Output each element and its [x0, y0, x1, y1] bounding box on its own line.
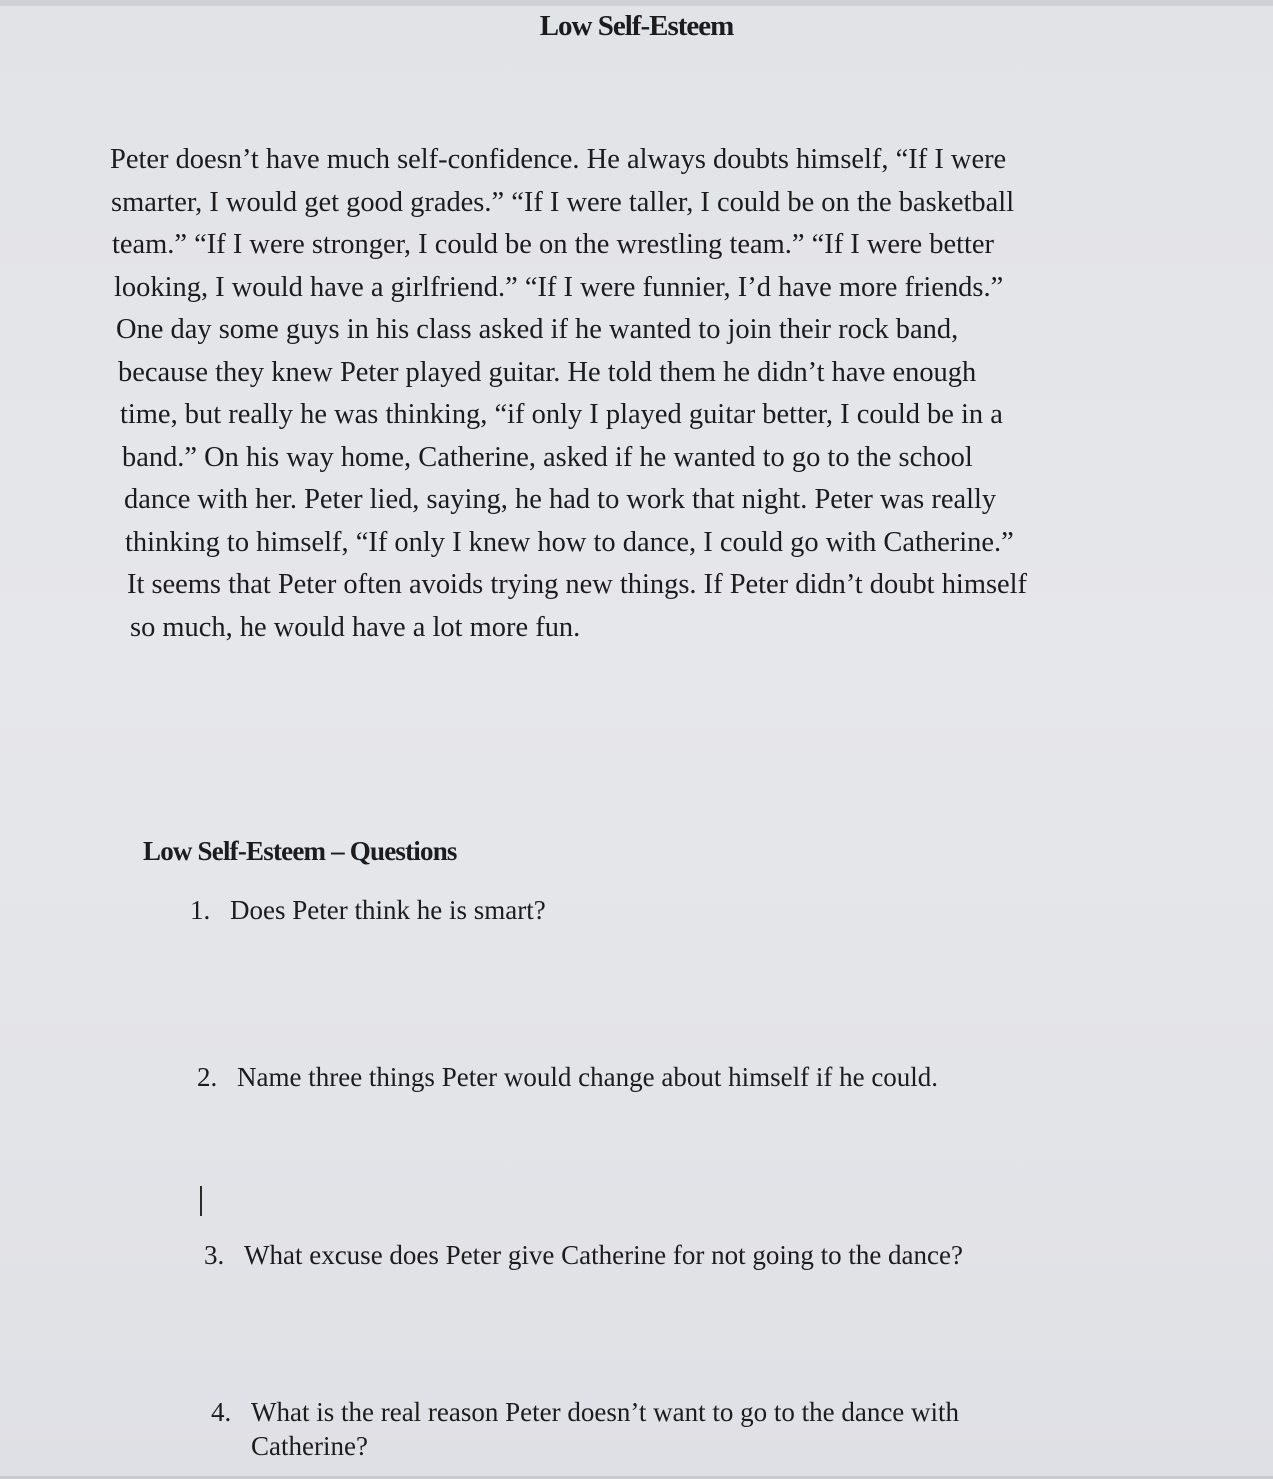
- question-text: What excuse does Peter give Catherine for not going to the dance?: [244, 1240, 963, 1270]
- question-number: 4.: [211, 1397, 232, 1427]
- text-cursor[interactable]: [200, 1186, 202, 1216]
- story-line: One day some guys in his class asked if he wanted to join their rock band,: [116, 313, 959, 345]
- story-line: Peter doesn’t have much self-confidence. He always doubts himself, “If I were: [110, 143, 1007, 175]
- question-text: Name three things Peter would change about himself if he could.: [237, 1062, 939, 1092]
- question-4: [211, 1395, 959, 1463]
- question-number: 2.: [197, 1062, 218, 1092]
- story-line: team.” “If I were stronger, I could be on the wrestling team.” “If I were better: [112, 228, 995, 260]
- story-line: band.” On his way home, Catherine, asked if he wanted to go to the school: [122, 440, 973, 473]
- question-1: [190, 893, 546, 927]
- question-text: What is the real reason Peter doesn’t want to go to the dance with: [251, 1397, 960, 1427]
- questions-heading: Low Self-Esteem – Questions: [143, 836, 457, 866]
- story-line: time, but really he was thinking, “if only I played guitar better, I could be in a: [120, 398, 1003, 430]
- question-text: Does Peter think he is smart?: [230, 895, 546, 925]
- story-line: It seems that Peter often avoids trying new things. If Peter didn’t doubt himself: [127, 568, 1028, 600]
- story-line: dance with her. Peter lied, saying, he had to work that night. Peter was really: [124, 483, 997, 515]
- question-number: 1.: [190, 895, 211, 925]
- question-2: [197, 1060, 938, 1094]
- document-title: Low Self-Esteem: [539, 10, 734, 42]
- story-line: because they knew Peter played guitar. He told them he didn’t have enough: [118, 355, 977, 388]
- question-number: 3.: [204, 1240, 225, 1270]
- story-paragraph[interactable]: [110, 138, 1170, 648]
- question-text-continuation: Catherine?: [251, 1431, 368, 1461]
- story-line: looking, I would have a girlfriend.” “If I were funnier, I’d have more friends.”: [114, 270, 1004, 303]
- story-line: so much, he would have a lot more fun.: [130, 610, 581, 643]
- question-3: [204, 1238, 963, 1272]
- top-edge: [0, 0, 1273, 6]
- story-line: thinking to himself, “If only I knew how to dance, I could go with Catherine.”: [125, 525, 1014, 558]
- story-line: smarter, I would get good grades.” “If I were taller, I could be on the basketball: [111, 185, 1015, 218]
